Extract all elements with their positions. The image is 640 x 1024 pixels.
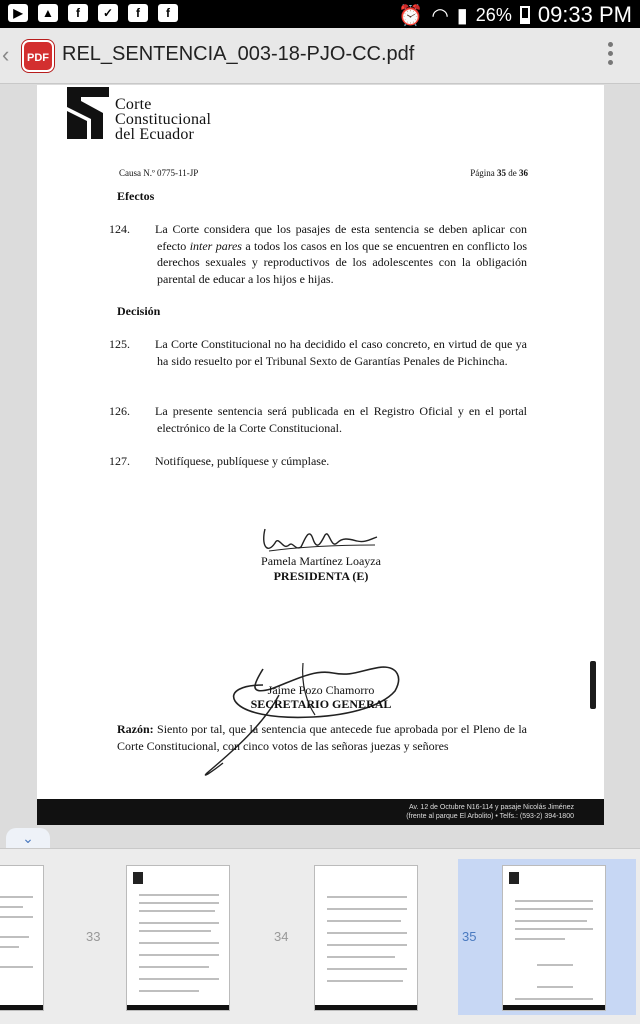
page-footer: [37, 799, 604, 825]
paragraph-127: [109, 453, 527, 470]
paragraph-number: 127.: [109, 454, 130, 468]
footer-address: Av. 12 de Octubre N16-114 y pasaje Nicolás Jiménez: [409, 804, 574, 811]
overflow-menu-icon[interactable]: [608, 42, 614, 69]
back-chevron-icon[interactable]: ‹: [2, 42, 10, 67]
court-logo-icon: [63, 87, 111, 142]
pdf-viewer[interactable]: [0, 85, 640, 830]
paragraph-text: La Corte Constitucional no ha decidido el caso concreto, en virtud de que ya ha sido resuelto por el Tribunal Sexto de Garantías Penales de Pichincha.: [155, 337, 527, 368]
pdf-page: [37, 85, 604, 825]
page-scrollbar[interactable]: [590, 661, 596, 709]
battery-percent: 26%: [475, 4, 512, 25]
notification-icons: [8, 4, 178, 22]
paragraph-italic: inter pares: [189, 238, 242, 253]
court-name-line-1: Corte: [115, 96, 152, 113]
page-total: 36: [519, 168, 528, 178]
youtube-icon: ▶: [8, 4, 28, 22]
thumbnail-label-33: 33: [86, 929, 101, 944]
page-current: 35: [497, 168, 506, 178]
system-icons: [398, 2, 632, 28]
thumbnail-page-33[interactable]: [126, 865, 230, 1011]
thumbnail-page-32[interactable]: [0, 865, 44, 1011]
paragraph-124: [109, 221, 528, 287]
facebook-icon: f: [158, 4, 178, 22]
razon-paragraph: [117, 721, 527, 755]
thumbnail-label-34: 34: [274, 929, 289, 944]
thumbnail-page-35[interactable]: [502, 865, 606, 1011]
footer-phone: (frente al parque El Arbolito) • Telfs.: (593-2) 394-1800: [406, 813, 574, 820]
page-of: de: [508, 168, 517, 178]
download-done-icon: ✓: [98, 4, 118, 22]
clock: 09:33 PM: [537, 2, 632, 27]
paragraph-text: La presente sentencia será publicada en el Registro Oficial y en el portal electrónico de la Corte Constitucional.: [155, 404, 527, 435]
signature-role-secretary: SECRETARIO GENERAL: [250, 697, 392, 711]
collapse-thumbnails-chevron-icon[interactable]: ⌄: [6, 828, 50, 848]
paragraph-number: 125.: [109, 337, 130, 351]
paragraph-126: [109, 403, 527, 436]
razon-label: Razón:: [117, 722, 154, 736]
paragraph-text: La Corte considera que los pasajes de esta sentencia se deben aplicar con efecto: [155, 222, 527, 253]
pdf-file-icon: PDF: [22, 40, 54, 72]
paragraph-number: 126.: [109, 404, 130, 418]
gallery-icon: ▲: [38, 4, 58, 22]
signature-name-secretary: Jaime Pozo Chamorro: [267, 683, 375, 697]
razon-text: Siento por tal, que la sentencia que antecede fue aprobada por el Pleno de la Corte Constitucional, con cinco votos de las señoras juezas y señores: [117, 722, 527, 753]
section-heading-efectos: Efectos: [117, 189, 155, 203]
court-name: [115, 97, 211, 142]
file-title: REL_SENTENCIA_003-18-PJO-CC.pdf: [62, 43, 415, 65]
court-name-line-3: del Ecuador: [115, 126, 195, 143]
thumbnail-strip[interactable]: [0, 848, 640, 1024]
case-number: Causa N.º 0775-11-JP: [119, 168, 199, 178]
thumbnail-label-35: 35: [462, 929, 477, 944]
status-bar: [0, 0, 640, 28]
section-heading-decision: Decisión: [117, 304, 161, 318]
alarm-icon: ⏰: [398, 4, 424, 27]
signature-secretary: [183, 655, 413, 785]
signature-role-president: PRESIDENTA (E): [273, 569, 369, 583]
signal-icon: ▮: [456, 4, 468, 27]
court-name-line-2: Constitucional: [115, 111, 212, 128]
paragraph-number: 124.: [109, 222, 130, 236]
paragraph-text: Notifíquese, publíquese y cúmplase.: [155, 454, 330, 468]
battery-icon: [520, 6, 530, 24]
app-bar: [0, 28, 640, 84]
wifi-icon: ◠: [431, 4, 449, 27]
page-prefix: Página: [470, 168, 495, 178]
thumbnail-page-34[interactable]: [314, 865, 418, 1011]
page-indicator: [470, 168, 528, 178]
paragraph-text: a todos los casos en los que se encuentren en conflicto los derechos sexuales y reproductivos de los adolescentes con la obligación parental de educar a los hijos e hijas.: [157, 238, 528, 286]
signature-name-president: Pamela Martínez Loayza: [261, 554, 381, 568]
facebook-icon: f: [68, 4, 88, 22]
paragraph-125: [109, 336, 527, 369]
facebook-icon: f: [128, 4, 148, 22]
